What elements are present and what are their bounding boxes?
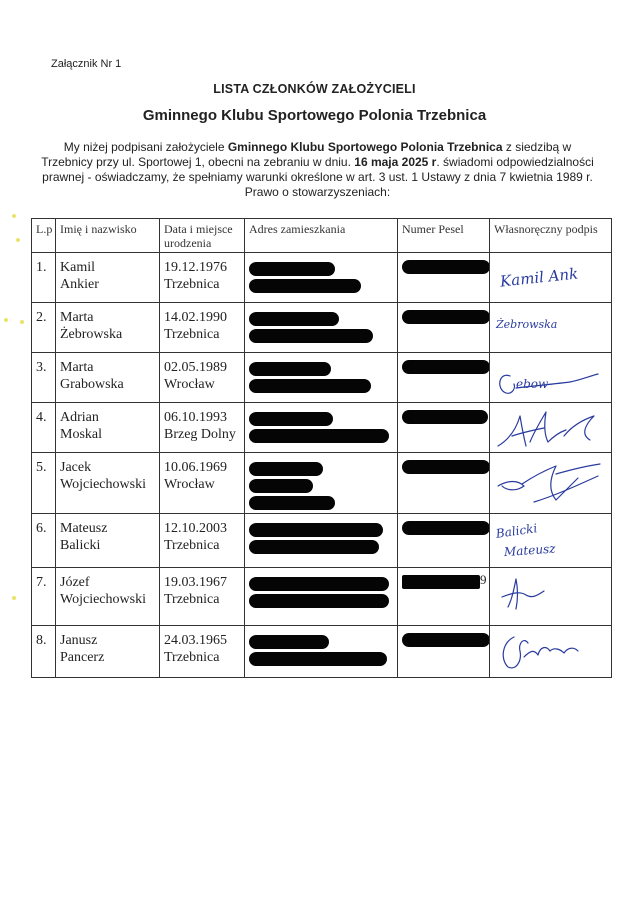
redaction-bar — [249, 279, 361, 293]
cell-lp: 4. — [32, 403, 56, 453]
table-row — [32, 568, 612, 626]
birth-date: 24.03.1965 — [164, 633, 227, 648]
declaration-paragraph — [40, 140, 595, 200]
table-row — [32, 353, 612, 403]
svg-text:Kamil Ank: Kamil Ank — [499, 264, 579, 291]
first-name: Mateusz — [60, 521, 108, 536]
birth-place: Trzebnica — [164, 650, 220, 665]
first-name: Janusz — [60, 633, 98, 648]
birth-place: Wrocław — [164, 477, 215, 492]
cell-name — [56, 353, 160, 403]
birth-place: Trzebnica — [164, 277, 220, 292]
scan-speck — [12, 596, 16, 600]
table-row — [32, 453, 612, 514]
redaction-bar — [249, 329, 373, 343]
cell-pesel — [398, 626, 490, 678]
cell-lp: 1. — [32, 253, 56, 303]
redaction-bar — [402, 260, 490, 274]
declaration-text-3: . świadomi odpowiedzialności prawnej - oświadczamy, że spełniamy warunki określone w art. 3 ust. 1 Ustawy z dnia 7 kwietnia 1989 r. Prawo o stowarzyszeniach: — [42, 155, 594, 199]
cell-pesel — [398, 253, 490, 303]
redaction-bar — [402, 521, 490, 535]
first-name: Marta — [60, 360, 94, 375]
cell-address — [245, 403, 398, 453]
redaction-bar — [249, 379, 371, 393]
cell-signature — [490, 353, 612, 403]
header-pesel: Numer Pesel — [398, 219, 490, 253]
cell-signature — [490, 403, 612, 453]
cell-lp: 6. — [32, 514, 56, 568]
svg-text:Mateusz: Mateusz — [503, 541, 556, 560]
svg-text:ebow: ebow — [516, 377, 549, 391]
birth-date: 14.02.1990 — [164, 310, 227, 325]
redaction-bar — [402, 460, 490, 474]
redaction-bar — [249, 262, 335, 276]
cell-birth — [160, 403, 245, 453]
handwritten-signature — [494, 571, 602, 615]
redaction-bar — [249, 652, 387, 666]
cell-name — [56, 626, 160, 678]
cell-address — [245, 453, 398, 514]
members-table — [31, 218, 612, 678]
birth-place: Trzebnica — [164, 592, 220, 607]
svg-text:Balicki: Balicki — [495, 521, 539, 541]
cell-signature — [490, 253, 612, 303]
header-birth: Data i miejsce urodzenia — [160, 219, 245, 253]
cell-address — [245, 514, 398, 568]
cell-pesel — [398, 403, 490, 453]
table-row — [32, 626, 612, 678]
redaction-bar — [249, 412, 333, 426]
pesel-visible-digit: 9 — [480, 572, 487, 587]
last-name: Balicki — [60, 538, 101, 553]
table-row — [32, 253, 612, 303]
cell-lp: 5. — [32, 453, 56, 514]
birth-place: Trzebnica — [164, 538, 220, 553]
declaration-date: 16 maja 2025 r — [354, 155, 437, 169]
last-name: Wojciechowski — [60, 592, 146, 607]
first-name: Kamil — [60, 260, 95, 275]
redaction-bar — [249, 496, 335, 510]
cell-pesel — [398, 353, 490, 403]
header-address: Adres zamieszkania — [245, 219, 398, 253]
cell-address — [245, 626, 398, 678]
birth-date: 06.10.1993 — [164, 410, 227, 425]
birth-place: Brzeg Dolny — [164, 427, 236, 442]
cell-lp: 3. — [32, 353, 56, 403]
first-name: Józef — [60, 575, 90, 590]
handwritten-signature — [494, 306, 602, 350]
redaction-bar — [249, 577, 389, 591]
first-name: Jacek — [60, 460, 92, 475]
birth-date: 10.06.1969 — [164, 460, 227, 475]
scan-speck — [12, 214, 16, 218]
scan-speck — [16, 238, 20, 242]
handwritten-signature — [494, 256, 602, 300]
redaction-bar — [402, 310, 490, 324]
redaction-bar — [249, 540, 379, 554]
last-name: Żebrowska — [60, 327, 123, 342]
redaction-bar — [249, 635, 329, 649]
birth-date: 19.03.1967 — [164, 575, 227, 590]
cell-name — [56, 403, 160, 453]
last-name: Ankier — [60, 277, 99, 292]
cell-name — [56, 514, 160, 568]
redaction-bar — [249, 594, 389, 608]
cell-pesel — [398, 303, 490, 353]
cell-signature — [490, 453, 612, 514]
handwritten-signature — [494, 629, 602, 673]
redaction-bar — [249, 462, 323, 476]
birth-place: Trzebnica — [164, 327, 220, 342]
cell-signature — [490, 626, 612, 678]
header-lp: L.p — [32, 219, 56, 253]
cell-birth — [160, 353, 245, 403]
first-name: Adrian — [60, 410, 99, 425]
redaction-bar — [402, 633, 490, 647]
redaction-bar — [402, 410, 488, 424]
cell-lp: 8. — [32, 626, 56, 678]
list-title: LISTA CZŁONKÓW ZAŁOŻYCIELI — [213, 82, 416, 96]
club-title: Gminnego Klubu Sportowego Polonia Trzebnica — [142, 107, 487, 124]
handwritten-signature — [494, 456, 602, 508]
handwritten-signature — [494, 406, 602, 450]
declaration-text-2: z siedzibą w Trzebnicy przy ul. Sportowej 1, obecni na zebraniu w dniu. — [41, 140, 572, 169]
last-name: Wojciechowski — [60, 477, 146, 492]
cell-lp: 2. — [32, 303, 56, 353]
redaction-bar — [402, 575, 480, 589]
redaction-bar — [402, 360, 490, 374]
birth-date: 12.10.2003 — [164, 521, 227, 536]
cell-lp: 7. — [32, 568, 56, 626]
cell-name — [56, 453, 160, 514]
header-signature: Własnoręczny podpis — [490, 219, 612, 253]
cell-name — [56, 253, 160, 303]
scan-speck — [4, 318, 8, 322]
redaction-bar — [249, 523, 383, 537]
table-row — [32, 514, 612, 568]
cell-signature — [490, 303, 612, 353]
cell-name — [56, 568, 160, 626]
scan-speck — [20, 320, 24, 324]
declaration-text-1: My niżej podpisani założyciele — [63, 140, 228, 154]
attachment-label: Załącznik Nr 1 — [51, 58, 122, 70]
header-name: Imię i nazwisko — [56, 219, 160, 253]
cell-pesel — [398, 453, 490, 514]
cell-birth — [160, 253, 245, 303]
cell-name — [56, 303, 160, 353]
cell-birth — [160, 303, 245, 353]
cell-signature — [490, 514, 612, 568]
cell-pesel — [398, 514, 490, 568]
cell-pesel — [398, 568, 490, 626]
declaration-club-name: Gminnego Klubu Sportowego Polonia Trzebnica — [227, 140, 503, 154]
cell-birth — [160, 568, 245, 626]
cell-address — [245, 303, 398, 353]
cell-birth — [160, 626, 245, 678]
redaction-bar — [249, 479, 313, 493]
last-name: Grabowska — [60, 377, 124, 392]
cell-address — [245, 253, 398, 303]
table-row — [32, 303, 612, 353]
cell-address — [245, 353, 398, 403]
last-name: Pancerz — [60, 650, 105, 665]
cell-birth — [160, 453, 245, 514]
cell-birth — [160, 514, 245, 568]
handwritten-signature — [494, 356, 602, 400]
last-name: Moskal — [60, 427, 102, 442]
birth-date: 19.12.1976 — [164, 260, 227, 275]
svg-text:Żebrowska: Żebrowska — [496, 318, 558, 331]
birth-place: Wrocław — [164, 377, 215, 392]
cell-address — [245, 568, 398, 626]
table-row — [32, 403, 612, 453]
redaction-bar — [249, 429, 389, 443]
cell-signature — [490, 568, 612, 626]
first-name: Marta — [60, 310, 94, 325]
table-header-row — [32, 219, 612, 253]
redaction-bar — [249, 312, 339, 326]
handwritten-signature — [494, 517, 602, 561]
birth-date: 02.05.1989 — [164, 360, 227, 375]
redaction-bar — [249, 362, 331, 376]
